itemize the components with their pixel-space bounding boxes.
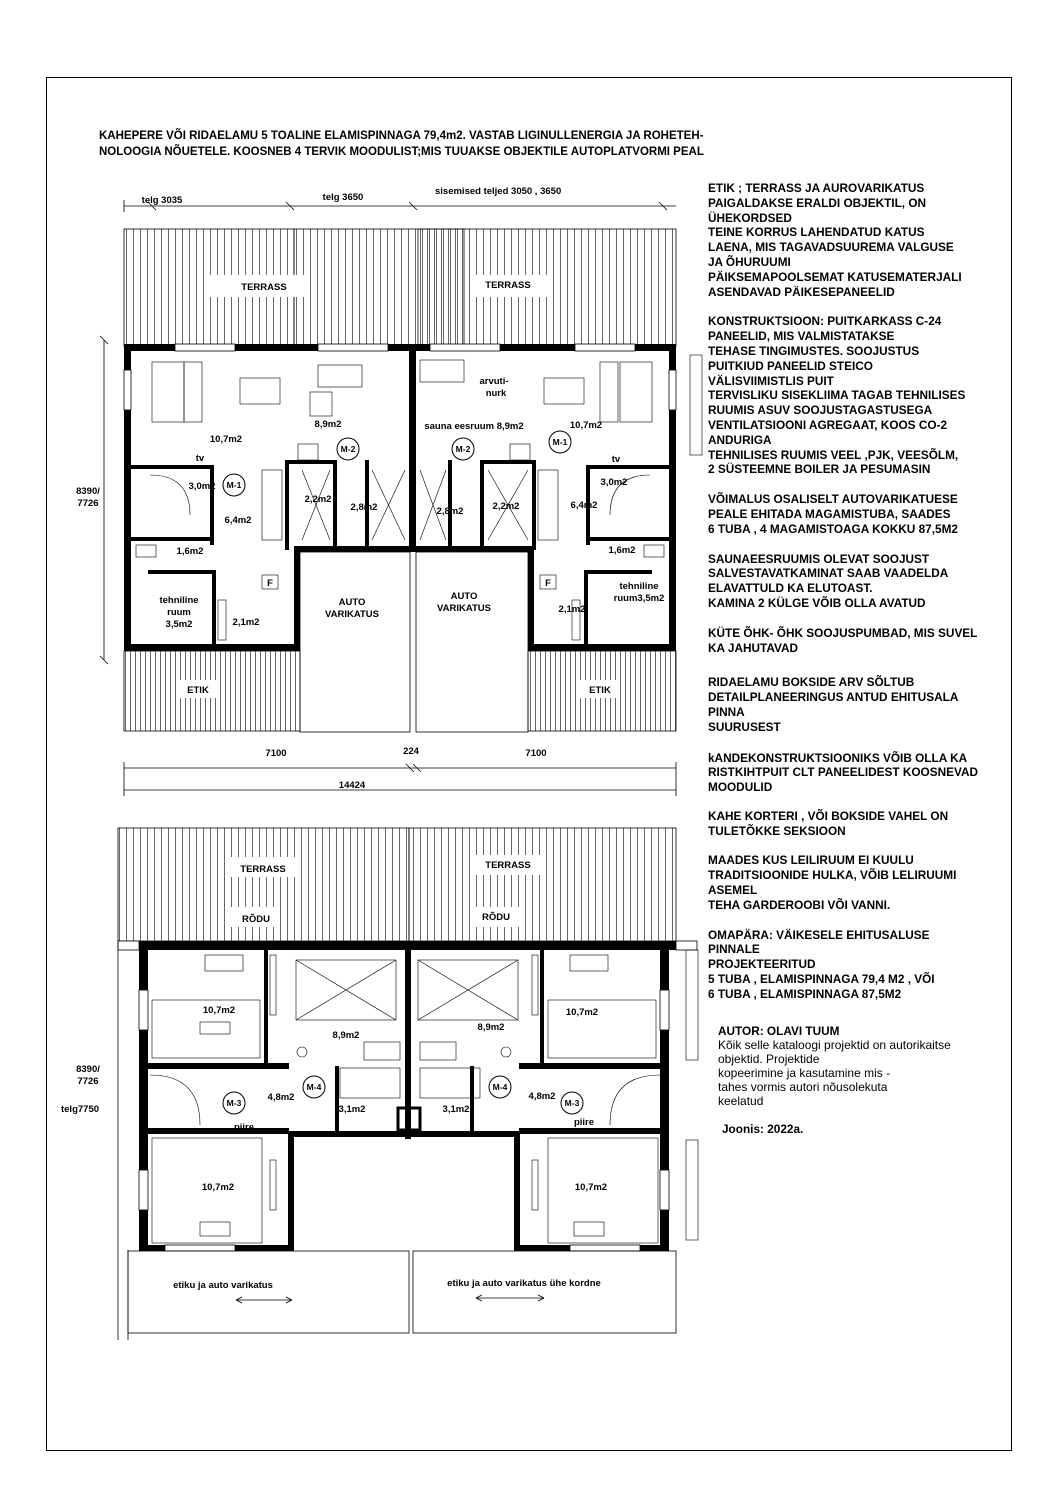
label-area-6-4-r: 6,4m2 bbox=[570, 500, 598, 511]
label-tehniline-r-1: tehniline bbox=[619, 581, 659, 592]
label-saunaeesruum: sauna eesruum 8,9m2 bbox=[424, 421, 524, 432]
note-3: VÕIMALUS OSALISELT AUTOVARIKATUESE PEALE EHITADA MAGAMISTUBA, SAADES 6 TUBA , 4 MAGAMISTOAGA KOKKU 87,5M2 bbox=[708, 492, 958, 536]
dim-depth-1: 8390/ bbox=[76, 486, 100, 497]
label-m1-l: M-1 bbox=[226, 480, 242, 490]
label-auto-l-1: AUTO bbox=[338, 597, 366, 608]
ground-floor-plan bbox=[76, 186, 702, 796]
walls-upper bbox=[118, 941, 676, 1251]
label2-piire-r: piire bbox=[573, 1117, 595, 1128]
label-terrass-l: TERRASS bbox=[241, 282, 287, 293]
label2-area-8-9-l: 8,9m2 bbox=[332, 1030, 360, 1041]
label-f-l: F bbox=[267, 578, 273, 589]
author-text: Kõik selle kataloogi projektid on autorikaitse objektid. Projektide kopeerimine ja kasutamine mis - tahes vormis autori nõusolekuta keelatud bbox=[718, 1038, 951, 1109]
label-area-2-2-l: 2,2m2 bbox=[304, 494, 332, 505]
label2-m4-l: M-4 bbox=[306, 1082, 322, 1092]
label2-piire-l: piire bbox=[233, 1122, 255, 1133]
label-area-8-9-l: 8,9m2 bbox=[314, 419, 342, 430]
label2-rodu-l: RÕDU bbox=[242, 914, 270, 925]
label-area-1-6-r: 1,6m2 bbox=[608, 545, 636, 556]
label-auto-r-1: AUTO bbox=[450, 591, 478, 602]
label-etik-r: ETIK bbox=[589, 685, 611, 696]
note-1: ETIK ; TERRASS JA AUROVARIKATUS PAIGALDAKSE ERALDI OBJEKTIL, ON ÜHEKORDSED TEINE KORRUS LAHENDATUD KATUS LAENA, MIS TAGAVADSUUREMA VALGUSE JA ÕHURUUMI PÄIKSEMAPOOLSEMAT KATUSEMATERJALI ASENDAVAD PÄIKESEPANEELID bbox=[708, 181, 962, 299]
note-2: KONSTRUKTSIOON: PUITKARKASS C-24 PANEELID, MIS VALMISTATAKSE TEHASE TINGIMUSTES. SOOJUSTUS PUITKIUD PANEELID STEICO VÄLISVIIMISTLIS PUIT TERVISLIKU SISEKLIIMA TAGAB TEHNILISES RUUMIS ASUV SOOJUSTAGASTUSEGA VENTILATSIOONI AGREGAAT, KOOS CO-2 ANDURIGA TEHNILISES RUUMIS VEEL ,PJK, VEESÕLM, 2 SÜSTEEMNE BOILER JA PESUMASIN bbox=[708, 314, 966, 477]
label-area-1-6-l: 1,6m2 bbox=[176, 546, 204, 557]
dim-inner-axes: sisemised teljed 3050 , 3650 bbox=[435, 186, 562, 197]
label-area-10-7-r: 10,7m2 bbox=[569, 420, 603, 431]
dim2-telg: telg7750 bbox=[60, 1104, 100, 1115]
title-line-1: KAHEPERE VÕI RIDAELAMU 5 TOALINE ELAMISPINNAGA 79,4m2. VASTAB LIGINULLENERGIA JA ROHETEH- bbox=[99, 130, 704, 142]
top-dimension-line bbox=[124, 200, 676, 212]
label2-area-10-7-bl: 10,7m2 bbox=[201, 1182, 235, 1193]
note-6: RIDAELAMU BOKSIDE ARV SÕLTUB DETAILPLANEERINGUS ANTUD EHITUSALA PINNA SUURUSEST bbox=[708, 675, 959, 734]
label-area-2-8-l: 2,8m2 bbox=[350, 502, 378, 513]
dim-total: 14424 bbox=[338, 780, 366, 791]
carport-right bbox=[416, 552, 528, 732]
label-tv-l: tv bbox=[195, 453, 205, 464]
label-arvutinurk-2: nurk bbox=[485, 388, 507, 399]
label-tehniline-r-2: ruum3,5m2 bbox=[613, 593, 665, 604]
dim-gap: 224 bbox=[403, 746, 419, 757]
label-etik-l: ETIK bbox=[187, 685, 209, 696]
label-tehniline-l-1: tehniline bbox=[159, 595, 199, 606]
note-8: KAHE KORTERI , VÕI BOKSIDE VAHEL ON TULETÕKKE SEKSIOON bbox=[708, 808, 949, 838]
note-5: KÜTE ÕHK- ÕHK SOOJUSPUMBAD, MIS SUVEL KA JAHUTAVAD bbox=[708, 625, 978, 655]
windows-ground bbox=[124, 344, 676, 410]
dim-width-right: 7100 bbox=[525, 748, 547, 759]
dim2-depth-2: 7726 bbox=[77, 1076, 99, 1087]
label-area-2-1-r: 2,1m2 bbox=[558, 604, 586, 615]
label-area-10-7-l: 10,7m2 bbox=[209, 434, 243, 445]
label-area-2-8-r: 2,8m2 bbox=[436, 506, 464, 517]
label-arvutinurk-1: arvuti- bbox=[479, 376, 509, 387]
upper-carport-right bbox=[413, 1251, 676, 1333]
upper-carport-left bbox=[128, 1251, 409, 1333]
label-m1-r: M-1 bbox=[552, 437, 568, 447]
label-area-2-1-l: 2,1m2 bbox=[232, 617, 260, 628]
label-area-2-2-r: 2,2m2 bbox=[492, 501, 520, 512]
dim2-depth-1: 8390/ bbox=[76, 1064, 100, 1075]
label-tehniline-l-2: ruum bbox=[167, 607, 191, 618]
label-auto-r-2: VARIKATUS bbox=[436, 603, 492, 614]
label-terrass-r: TERRASS bbox=[485, 280, 531, 291]
label-area-3-0-r: 3,0m2 bbox=[600, 477, 628, 488]
label2-m3-l: M-3 bbox=[226, 1098, 242, 1108]
label2-area-10-7-br: 10,7m2 bbox=[574, 1182, 608, 1193]
label2-area-3-1-l: 3,1m2 bbox=[338, 1104, 366, 1115]
label-m2-r: M-2 bbox=[455, 444, 471, 454]
label-tehniline-l-3: 3,5m2 bbox=[165, 619, 193, 630]
note-9: MAADES KUS LEILIRUUM EI KUULU TRADITSIOONIDE HULKA, VÕIB LELIRUUMI ASEMEL TEHA GARDEROOBI VÕI VANNI. bbox=[708, 853, 957, 912]
label2-area-4-8-l: 4,8m2 bbox=[267, 1092, 295, 1103]
label2-etik-r: etiku ja auto varikatus ühe kordne bbox=[447, 1278, 601, 1289]
label-area-6-4-l: 6,4m2 bbox=[224, 515, 252, 526]
label2-terrass-r: TERRASS bbox=[485, 860, 531, 871]
walls-ground bbox=[124, 344, 676, 651]
title-line-2: NOLOOGIA NÕUETELE. KOOSNEB 4 TERVIK MOODULIST;MIS TUUAKSE OBJEKTILE AUTOPLATVORMI PEAL bbox=[99, 146, 704, 158]
label-tv-r: tv bbox=[611, 454, 621, 465]
upper-floor-plan bbox=[61, 828, 698, 1340]
label2-terrass-l: TERRASS bbox=[240, 864, 286, 875]
label2-area-3-1-r: 3,1m2 bbox=[442, 1104, 470, 1115]
note-7: kANDEKONSTRUKTSIOONIKS VÕIB OLLA KA RISTKIHTPUIT CLT PANEELIDEST KOOSNEVAD MOODULID bbox=[708, 750, 979, 795]
dim-depth-2: 7726 bbox=[77, 498, 99, 509]
note-10: OMAPÄRA: VÄIKESELE EHITUSALUSE PINNALE PROJEKTEERITUD 5 TUBA , ELAMISPINNAGA 79,4 M2 , VÕI 6 TUBA , ELAMISPINNAGA 87,5M2 bbox=[708, 927, 935, 1001]
label-f-r: F bbox=[545, 578, 551, 589]
label-m2-l: M-2 bbox=[340, 444, 356, 454]
left-dimension-line bbox=[100, 336, 108, 664]
label2-area-10-7-tl: 10,7m2 bbox=[202, 1005, 236, 1016]
dim-width-left: 7100 bbox=[265, 748, 287, 759]
label-area-3-0-l: 3,0m2 bbox=[188, 481, 216, 492]
author-heading: AUTOR: OLAVI TUUM bbox=[718, 1023, 840, 1038]
label2-m3-r: M-3 bbox=[564, 1098, 580, 1108]
dim-telg2: telg 3650 bbox=[322, 192, 364, 203]
upper-terrace bbox=[118, 828, 676, 941]
notes-panel bbox=[708, 181, 1012, 1137]
carport-left bbox=[300, 552, 410, 732]
label2-m4-r: M-4 bbox=[492, 1082, 508, 1092]
note-4: SAUNAEESRUUMIS OLEVAT SOOJUST SALVESTAVATKAMINAT SAAB VAADELDA ELAVATTULD KA ELUTOAST. KAMINA 2 KÜLGE VÕIB OLLA AVATUD bbox=[708, 551, 949, 610]
label2-etik-l: etiku ja auto varikatus bbox=[173, 1280, 273, 1291]
bottom-dimension-line bbox=[124, 762, 676, 796]
label2-area-10-7-tr: 10,7m2 bbox=[565, 1007, 599, 1018]
label-auto-l-2: VARIKATUS bbox=[324, 609, 380, 620]
label2-area-4-8-r: 4,8m2 bbox=[528, 1091, 556, 1102]
label2-rodu-r: RÕDU bbox=[482, 912, 510, 923]
dim-telg1: telg 3035 bbox=[141, 195, 183, 206]
label2-area-8-9-r: 8,9m2 bbox=[477, 1022, 505, 1033]
author-date: Joonis: 2022a. bbox=[722, 1122, 804, 1137]
